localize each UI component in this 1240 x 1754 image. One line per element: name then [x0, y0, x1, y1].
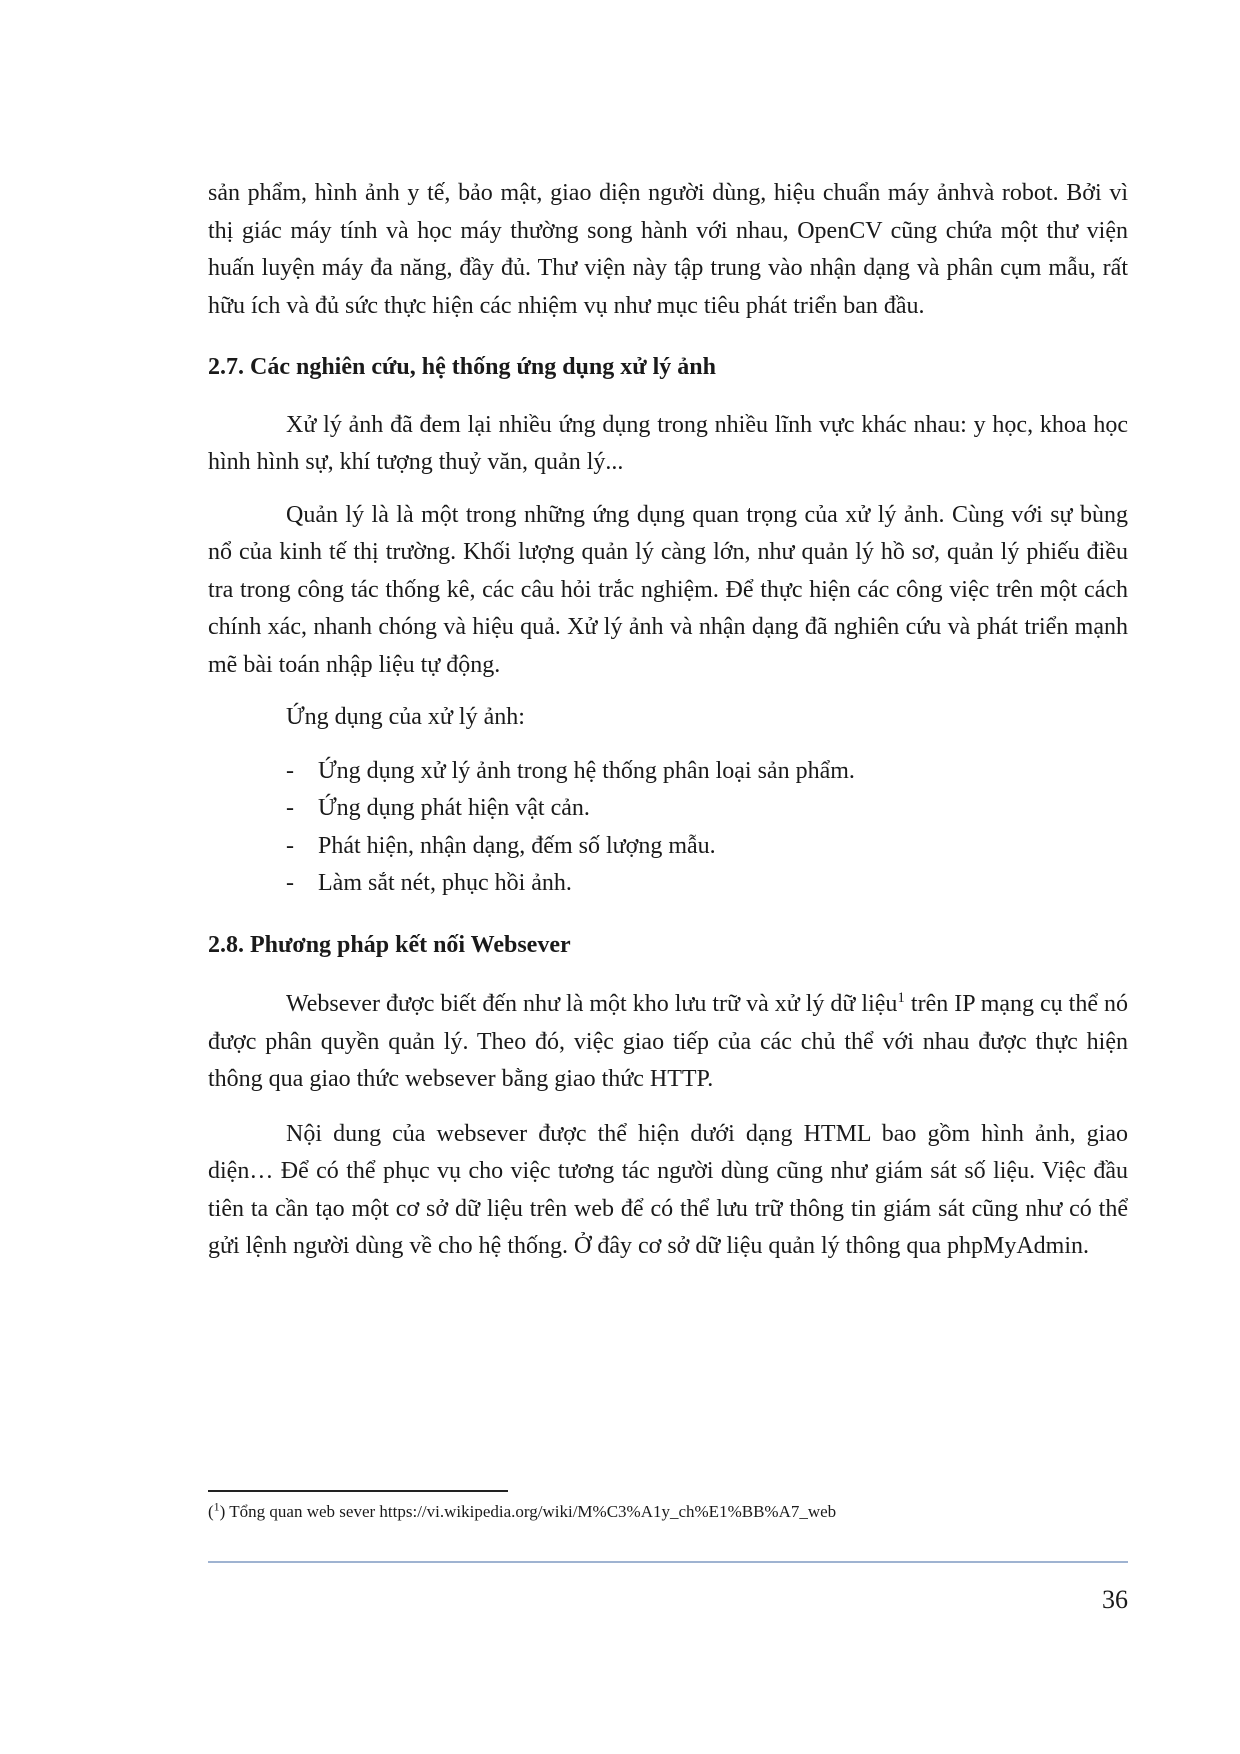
list-item: - Phát hiện, nhận dạng, đếm số lượng mẫu. [208, 828, 1128, 866]
footnote-separator [208, 1490, 508, 1492]
section-2-7-paragraph-2: Quản lý là là một trong những ứng dụng quan trọng của xử lý ảnh. Cùng với sự bùng nổ của kinh tế thị trường. Khối lượng quản lý càng lớn, như quản lý hồ sơ, quản lý phiếu điều tra trong công tác thống kê, các câu hỏi trắc nghiệm. Để thực hiện các công việc trên một cách chính xác, nhanh chóng và hiệu quả. Xử lý ảnh và nhận dạng đã nghiên cứu và phát triển mạnh mẽ bài toán nhập liệu tự động. [208, 501, 1128, 678]
page-number: 36 [1102, 1585, 1128, 1614]
section-heading-2-8: 2.8. Phương pháp kết nối Websever [208, 931, 571, 958]
list-item: - Ứng dụng xử lý ảnh trong hệ thống phân loại sản phẩm. [208, 753, 1128, 791]
section-2-8-paragraph-2: Nội dung của websever được thể hiện dưới dạng HTML bao gồm hình ảnh, giao diện… Để có thể phục vụ cho việc tương tác người dùng cũng như giám sát số liệu. Việc đầu tiên ta cần tạo một cơ sở dữ liệu trên web để có thể lưu trữ thông tin giám sát cũng như có thể gửi lệnh người dùng về cho hệ thống. Ở đây cơ sở dữ liệu quản lý thông qua phpMyAdmin. [208, 1120, 1128, 1259]
bullet-dash: - [286, 870, 294, 896]
list-item: - Ứng dụng phát hiện vật cản. [208, 790, 1128, 828]
section-2-7-paragraph-1: Xử lý ảnh đã đem lại nhiều ứng dụng trong nhiều lĩnh vực khác nhau: y học, khoa học hình hình sự, khí tượng thuỷ văn, quản lý... [208, 411, 1128, 475]
footnote: ($^1$) Tổng quan web sever https://vi.wikipedia.org/wiki/M%C3%A1y_ch%E1%BB%A7_web [208, 1499, 837, 1521]
application-list [208, 753, 1128, 903]
intro-paragraph: sản phẩm, hình ảnh y tế, bảo mật, giao diện người dùng, hiệu chuẩn máy ảnhvà robot. Bởi vì thị giác máy tính và học máy thường song hành với nhau, OpenCV cũng chứa một thư viện huấn luyện máy đa năng, đầy đủ. Thư viện này tập trung vào nhận dạng và phân cụm mẫu, rất hữu ích và đủ sức thực hiện các nhiệm vụ như mục tiêu phát triển ban đầu. [208, 180, 1128, 319]
footer-divider [208, 1561, 1128, 1563]
bullet-dash: - [286, 795, 294, 821]
section-2-8-paragraph-1: Websever được biết đến như là một kho lưu trữ và xử lý dữ liệu$^1$ trên IP mạng cụ thể nó được phân quyền quản lý. Theo đó, việc giao tiếp của các chủ thể với nhau được thực hiện thông qua giao thức websever bằng giao thức HTTP. [208, 990, 1129, 1092]
page-body [208, 175, 1128, 1266]
bullet-dash: - [286, 757, 294, 784]
bullet-dash: - [286, 832, 294, 859]
footnote-marker: 1 [213, 1499, 220, 1514]
list-item: - Làm sắt nét, phục hồi ảnh. [208, 865, 1128, 903]
list-intro: Ứng dụng của xử lý ảnh: [286, 704, 525, 730]
footnote-reference: 1 [897, 990, 905, 1006]
section-heading-2-7: 2.7. Các nghiên cứu, hệ thống ứng dụng xử lý ảnh [208, 354, 716, 380]
footnote-text: Tổng quan web sever https://vi.wikipedia.org/wiki/M%C3%A1y_ch%E1%BB%A7_web [225, 1502, 837, 1521]
